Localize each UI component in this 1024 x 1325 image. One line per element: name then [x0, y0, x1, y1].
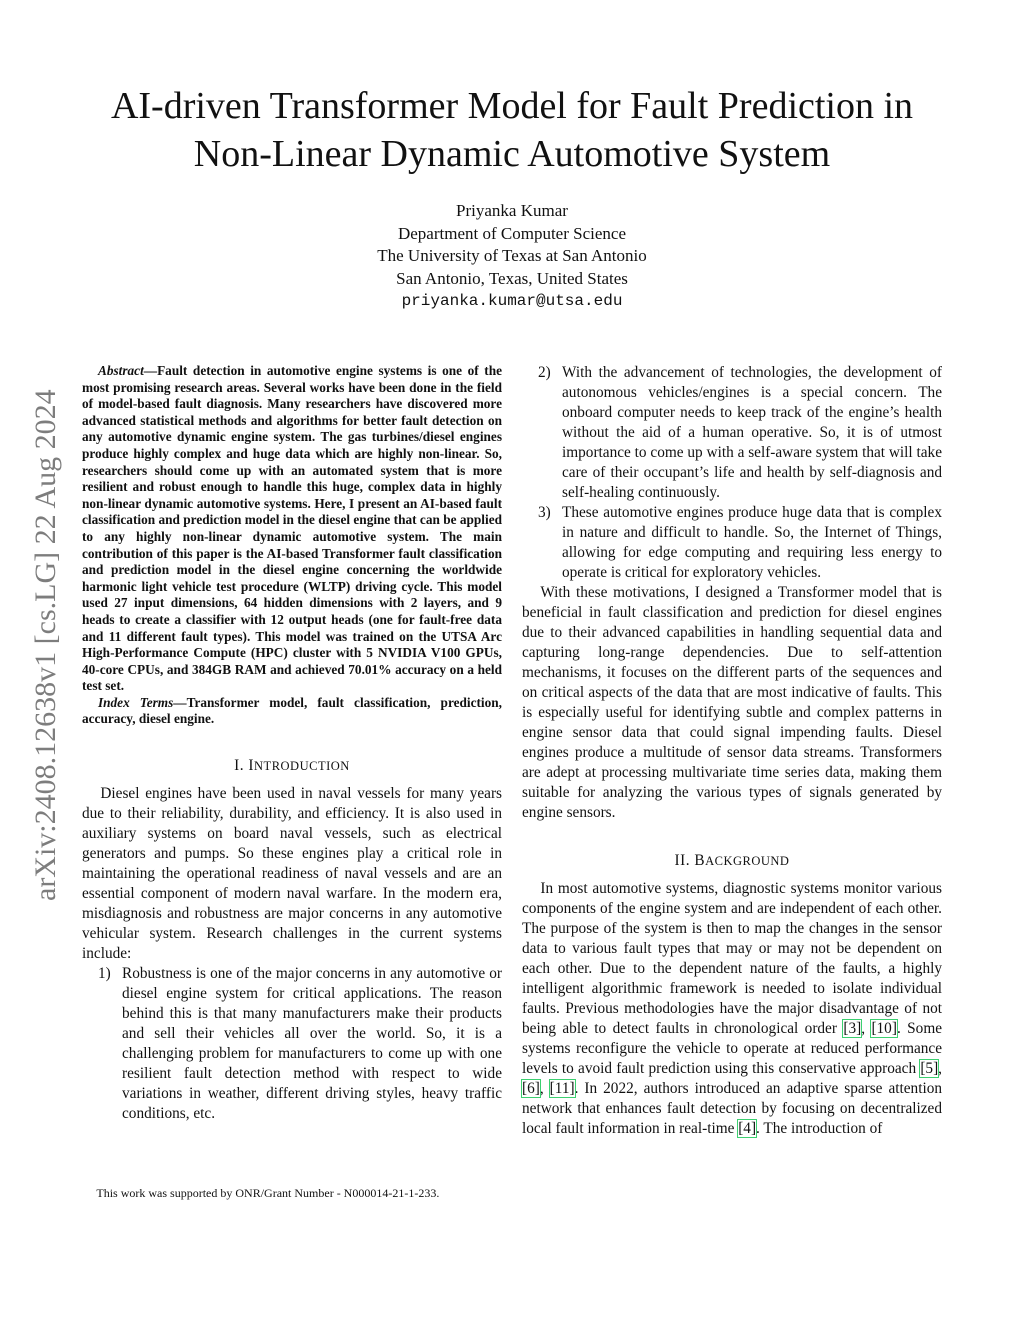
introduction-heading	[82, 756, 502, 776]
citation-link[interactable]: [5]	[920, 1060, 939, 1077]
citation-separator: ,	[539, 1080, 550, 1097]
citation-separator: ,	[938, 1060, 942, 1077]
challenges-list-left	[82, 964, 502, 1124]
author-name: Priyanka Kumar	[456, 201, 568, 220]
abstract-text: —Fault detection in automotive engine systems is one of the most promising research areas. Several works have been done in the field of model-based fault diagnosis. Many researchers have discovered more advanced statistical methods and algorithms for better fault detection on any automotive dynamic engine system. The gas turbines/diesel engines produce highly complex and huge data which are highly non-linear. So, researchers should come up with an automated system that is more resilient and robust enough to handle this huge, complex data in highly non-linear dynamic automotive systems. Here, I present an AI-based fault classification and prediction model in the diesel engine that can be applied to any highly non-linear dynamic automotive system. The main contribution of this paper is the AI-based Transformer fault classification and prediction model in the diesel engine concerning the worldwide harmonic light vehicle test procedure (WLTP) driving cycle. This model used 27 input dimensions, 64 hidden dimensions with 2 layers, and 9 heads to create a classifier with 12 output heads (one for fault-free data and 11 different fault types). This model was trained on the UTSA Arc High-Performance Compute (HPC) cluster with 5 NVIDIA V100 GPUs, 40-core CPUs, and 384GB RAM and achieved 70.01% accuracy on a held test set.	[82, 363, 502, 694]
background-text-1: In most automotive systems, diagnostic systems monitor various components of the engine system and are independent of each other. The purpose of the system is then to map the changes in the sensor data to various fault types that may or may not be dependent on each other. Due to the dependent nature of the faults, a highly intelligent algorithmic framework is needed to isolate individual faults. Previous methodologies have the major disadvantage of not being able to detect faults in chronological order	[522, 880, 942, 1037]
list-item-number: 1)	[98, 965, 111, 983]
challenges-list-right	[522, 363, 942, 583]
motivation-paragraph: With these motivations, I designed a Transformer model that is beneficial in fault classification and prediction for diesel engines due to their advanced capabilities in handling sequential data and capturing long-range dependencies. Due to self-attention mechanisms, it focuses on the different parts of the sequences and on critical aspects of the data that are most indicative of faults. This is especially useful for identifying subtle and complex patterns in engine sensor data that could signal impending faults. Diesel engines produce a multitude of sensor data streams. Transformers are adept at processing multivariate time series data, making them suitable for analyzing the various types of signals generated by engine sensors.	[522, 584, 942, 821]
introduction-paragraph: Diesel engines have been used in naval vessels for many years due to their reliability, durability, and efficiency. It is also used in auxiliary systems on board naval vessels, such as electrical generators and pumps. So these engines play a critical role in maintaining the operational readiness of naval vessels and are an essential component of modern naval warfare. In the modern era, misdiagnosis and robustness are major concerns in any automotive vehicular system. Research challenges in the current systems include:	[82, 785, 502, 963]
list-item-text: With the advancement of technologies, the development of autonomous vehicles/engines is a special concern. The onboard computer needs to keep track of the engine’s health without the aid of a human operative. So, it is of utmost importance to come up with a self-aware system that will take care of their occupant’s life and health by self-diagnosis and self-healing continuously.	[562, 364, 942, 501]
citation-link[interactable]: [11]	[549, 1080, 575, 1097]
funding-footnote: This work was supported by ONR/Grant Number - N000014-21-1-233.	[96, 1186, 440, 1200]
citation-link[interactable]: [4]	[738, 1120, 757, 1137]
author-block	[262, 200, 762, 313]
paper-title: AI-driven Transformer Model for Fault Prediction in Non-Linear Dynamic Automotive System	[110, 85, 914, 175]
citation-link[interactable]: [6]	[522, 1080, 540, 1097]
citation-link[interactable]: [10]	[871, 1020, 897, 1037]
right-column	[522, 363, 942, 1139]
index-terms-text: —Transformer model, fault classification, prediction, accuracy, diesel engine.	[82, 694, 502, 727]
abstract-label: Abstract	[97, 363, 144, 378]
list-item	[522, 363, 942, 503]
citation-separator: ,	[861, 1020, 872, 1037]
arxiv-identifier: arXiv:2408.12638v1 [cs.LG] 22 Aug 2024	[29, 389, 62, 901]
author-location: San Antonio, Texas, United States	[396, 268, 628, 288]
introduction-heading-initial: I	[248, 757, 255, 775]
background-heading	[522, 851, 942, 871]
citation-link[interactable]: [3]	[843, 1020, 862, 1037]
background-numeral: II.	[674, 852, 695, 869]
list-item-number: 3)	[538, 504, 551, 521]
author-department: Department of Computer Science	[397, 223, 626, 243]
list-item	[522, 503, 942, 583]
background-heading-rest: ACKGROUND	[705, 854, 790, 868]
background-text-2: . Some systems reconfigure the vehicle to operate at reduced performance levels to avoid fault prediction using this conservative approach	[522, 1020, 943, 1077]
introduction-numeral: I.	[234, 757, 249, 775]
background-paragraph	[522, 879, 942, 1139]
left-column	[82, 363, 502, 1124]
list-item	[82, 964, 502, 1124]
author-university: The University of Texas at San Antonio	[377, 246, 647, 265]
index-terms	[82, 695, 502, 728]
introduction-heading-rest: NTRODUCTION	[254, 759, 350, 774]
index-terms-label: Index Terms	[97, 694, 174, 710]
list-item-text: These automotive engines produce huge data that is complex in nature and difficult to handle. So, the Internet of Things, allowing for edge computing and requiring less energy to operate is critical for exploratory vehicles.	[562, 504, 942, 581]
list-item-number: 2)	[538, 364, 551, 381]
list-item-text: Robustness is one of the major concerns in any automotive or diesel engine system for critical applications. The reason behind this is that many manufacturers make their products and sell their vehicles all over the world. So, it is a challenging problem for manufacturers to come up with one resilient fault detection method with respect to wide variations in weather, different driving styles, heavy traffic conditions, etc.	[122, 965, 502, 1123]
background-text-4: . The introduction of	[756, 1120, 883, 1137]
abstract	[82, 363, 502, 695]
background-text-3: . In 2022, authors introduced an adaptive sparse attention network that enhances fault detection by focusing on decentralized local fault information in real-time	[522, 1080, 942, 1137]
background-heading-initial: B	[694, 852, 706, 869]
author-email[interactable]: priyanka.kumar@utsa.edu	[401, 292, 623, 310]
